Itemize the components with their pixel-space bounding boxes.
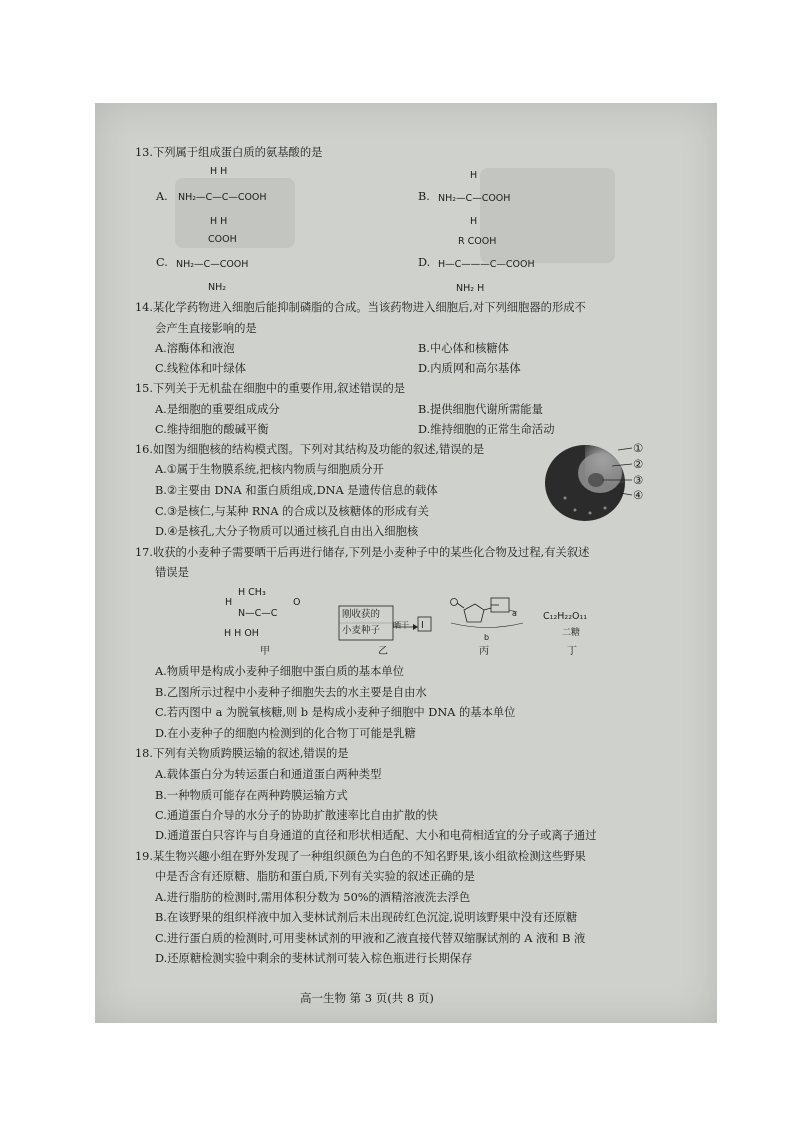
figure-caption-bing: 丙	[479, 646, 489, 657]
q13-option-c-letter: C.	[156, 256, 168, 269]
q13-a-formula-mid: NH₂—C—C—COOH	[178, 192, 267, 203]
q17-stem-line2: 错误是	[155, 566, 189, 579]
yi-box-line2: 小麦种子	[342, 625, 381, 636]
jia-formula-bot: H H OH	[224, 628, 259, 639]
q18-stem: 18.下列有关物质跨膜运输的叙述,错误的是	[135, 747, 349, 760]
yi-arrow-label: 晒干	[393, 621, 409, 630]
nucleus-label-1: ①	[633, 442, 644, 455]
ding-name: 二糖	[562, 628, 581, 638]
q14-option-b: B.中心体和核糖体	[418, 342, 509, 355]
q18-option-d: D.通道蛋白只容许与自身通道的直径和形状相适配、大小和电荷相适宜的分子或离子通过	[155, 829, 597, 842]
q19-stem-line1: 19.某生物兴趣小组在野外发现了一种组织颜色为白色的不知名野果,该小组欲检测这些野果	[135, 850, 586, 863]
q15-option-d: D.维持细胞的正常生命活动	[418, 423, 555, 436]
q13-b-formula-bot: H	[470, 216, 478, 227]
q19-option-c: C.进行蛋白质的检测时,可用斐林试剂的甲液和乙液直接代替双缩脲试剂的 A 液和 B 液	[155, 932, 586, 945]
nucleus-label-2: ②	[633, 458, 644, 471]
q13-b-formula-top: H	[470, 170, 478, 181]
q19-option-d: D.还原糖检测实验中剩余的斐林试剂可装入棕色瓶进行长期保存	[155, 952, 473, 965]
q13-a-formula-bot: H H	[210, 216, 228, 227]
ding-formula: C₁₂H₂₂O₁₁	[543, 611, 588, 622]
q13-option-a-letter: A.	[156, 190, 168, 203]
show-through-blot	[480, 168, 615, 263]
nucleus-label-3: ③	[633, 474, 644, 487]
q15-stem: 15.下列关于无机盐在细胞中的重要作用,叙述错误的是	[135, 382, 406, 395]
yi-box-line1: 刚收获的	[342, 609, 381, 620]
q19-stem-line2: 中是否含有还原糖、脂肪和蛋白质,下列有关实验的叙述正确的是	[155, 870, 475, 883]
q17-option-b: B.乙图所示过程中小麦种子细胞失去的水主要是自由水	[155, 686, 427, 699]
q14-stem-line2: 会产生直接影响的是	[155, 322, 257, 335]
q13-d-formula-bot: NH₂ H	[456, 283, 485, 294]
jia-formula-o: O	[293, 597, 301, 608]
q19-option-a: A.进行脂肪的检测时,需用体积分数为 50%的酒精溶液洗去浮色	[155, 891, 471, 904]
q13-c-formula-bot: NH₂	[208, 282, 227, 293]
page-footer: 高一生物 第 3 页(共 8 页)	[300, 991, 434, 1005]
bing-label-b: b	[484, 633, 490, 642]
q16-option-a: A.①属于生物膜系统,把核内物质与细胞质分开	[155, 463, 384, 476]
q16-stem: 16.如图为细胞核的结构模式图。下列对其结构及功能的叙述,错误的是	[135, 443, 485, 456]
q15-option-a: A.是细胞的重要组成成分	[155, 403, 280, 416]
q13-a-formula-top: H H	[210, 166, 228, 177]
figure-caption-jia: 甲	[260, 646, 270, 657]
q14-option-a: A.溶酶体和液泡	[155, 342, 235, 355]
q14-option-c: C.线粒体和叶绿体	[155, 362, 246, 375]
q18-option-b: B.一种物质可能存在两种跨膜运输方式	[155, 789, 348, 802]
jia-formula-mid: N—C—C	[238, 608, 278, 619]
q16-option-b: B.②主要由 DNA 和蛋白质组成,DNA 是遗传信息的载体	[155, 484, 438, 497]
q13-c-formula-top: COOH	[208, 234, 237, 245]
q18-option-c: C.通道蛋白介导的水分子的协助扩散速率比自由扩散的快	[155, 809, 438, 822]
q16-option-d: D.④是核孔,大分子物质可以通过核孔自由出入细胞核	[155, 525, 419, 538]
q15-option-b: B.提供细胞代谢所需能量	[418, 403, 543, 416]
nucleus-label-4: ④	[633, 489, 644, 502]
q13-c-formula-mid: NH₂—C—COOH	[176, 259, 249, 270]
q13-b-formula-mid: NH₂—C—COOH	[438, 193, 511, 204]
q17-option-c: C.若丙图中 a 为脱氧核糖,则 b 是构成小麦种子细胞中 DNA 的基本单位	[155, 706, 516, 719]
figure-caption-yi: 乙	[378, 646, 388, 657]
q14-stem-line1: 14.某化学药物进入细胞后能抑制磷脂的合成。当该药物进入细胞后,对下列细胞器的形成不	[135, 301, 586, 314]
q17-option-a: A.物质甲是构成小麦种子细胞中蛋白质的基本单位	[155, 665, 404, 678]
q17-option-d: D.在小麦种子的细胞内检测到的化合物丁可能是乳糖	[155, 727, 416, 740]
q13-option-b-letter: B.	[418, 190, 430, 203]
q18-option-a: A.载体蛋白分为转运蛋白和通道蛋白两种类型	[155, 768, 382, 781]
q13-option-d-letter: D.	[418, 256, 431, 269]
q19-option-b: B.在该野果的组织样液中加入斐林试剂后未出现砖红色沉淀,说明该野果中没有还原糖	[155, 911, 578, 924]
jia-formula-left-h: H	[225, 597, 233, 608]
q13-d-formula-top: R COOH	[458, 236, 497, 247]
q16-option-c: C.③是核仁,与某种 RNA 的合成以及核糖体的形成有关	[155, 505, 429, 518]
q15-option-c: C.维持细胞的酸碱平衡	[155, 423, 269, 436]
nucleotide-diagram	[447, 590, 532, 640]
bing-label-a: a	[512, 609, 517, 618]
yi-result: Ⅰ	[421, 620, 424, 631]
jia-formula-top: H CH₃	[238, 587, 266, 598]
figure-caption-ding: 丁	[567, 646, 577, 657]
exam-page	[95, 103, 717, 1023]
q13-d-formula-mid: H—C———C—COOH	[438, 259, 535, 270]
q17-stem-line1: 17.收获的小麦种子需要晒干后再进行储存,下列是小麦种子中的某些化合物及过程,有关叙述	[135, 546, 590, 559]
q14-option-d: D.内质网和高尔基体	[418, 362, 521, 375]
q13-stem: 13.下列属于组成蛋白质的氨基酸的是	[135, 146, 323, 159]
